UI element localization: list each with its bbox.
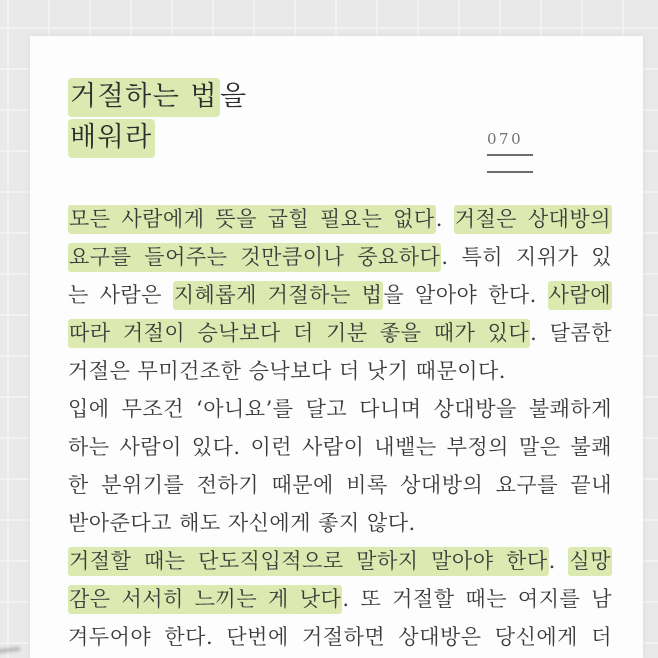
text-line (68, 276, 612, 314)
text-line (68, 76, 248, 117)
plain-text: . 달콤한 (530, 321, 612, 345)
highlighted-text: 실망 (568, 547, 612, 576)
body-text (68, 200, 612, 656)
chapter-title (68, 76, 248, 158)
page-number: 070 (487, 130, 524, 148)
text-line (68, 542, 612, 580)
text-line (68, 390, 612, 428)
plain-text: 을 알아야 한다. (383, 283, 548, 307)
text-line (68, 352, 612, 390)
plain-text: 받아준다고 해도 자신에게 좋지 않다. (68, 511, 416, 535)
plain-text: 입에 무조건 ‘아니요’를 달고 다니며 상대방을 불쾌하게 (68, 397, 612, 421)
highlighted-text: 거절할 때는 단도직입적으로 말하지 말아야 한다 (68, 547, 549, 576)
highlighted-text: 감은 서서히 느끼는 게 낫다 (68, 585, 342, 614)
page-number-block (487, 131, 533, 173)
highlighted-text: 모든 사람에게 뜻을 굽힐 필요는 없다 (68, 205, 436, 234)
highlighted-text: 배워라 (68, 119, 155, 158)
text-line (68, 504, 612, 542)
plain-text: 는 사람은 (68, 283, 173, 307)
highlighted-text: 거절하는 법 (68, 78, 220, 117)
text-line (68, 117, 248, 158)
text-line (68, 466, 612, 504)
highlighted-text: 따라 거절이 승낙보다 더 기분 좋을 때가 있다 (68, 319, 530, 348)
plain-text: . 또 거절할 때는 여지를 남 (342, 587, 612, 611)
plain-text: 하는 사람이 있다. 이런 사람이 내뱉는 부정의 말은 불쾌 (68, 435, 612, 459)
plain-text: 겨두어야 한다. 단번에 거절하면 상대방은 당신에게 더 (68, 625, 612, 649)
page-number-rule-top (487, 154, 533, 156)
plain-text: . (435, 207, 454, 231)
plain-text: . 특히 지위가 있 (441, 245, 612, 269)
text-line (68, 428, 612, 466)
plain-text: . (548, 549, 569, 573)
text-line (68, 580, 612, 618)
text-line (68, 314, 612, 352)
book-page (30, 36, 643, 658)
text-line (68, 618, 612, 656)
page-number-rule-bottom (487, 171, 533, 173)
highlighted-text: 거절은 상대방의 (454, 205, 612, 234)
plain-text: 한 분위기를 전하기 때문에 비록 상대방의 요구를 끝내 (68, 473, 612, 497)
plain-text: 거절은 무미건조한 승낙보다 더 낫기 때문이다. (68, 359, 506, 383)
photo-edge-smudge (0, 647, 20, 654)
highlighted-text: 사람에 (548, 281, 612, 310)
plain-text: 을 (220, 81, 248, 112)
highlighted-text: 요구를 들어주는 것만큼이나 중요하다 (68, 243, 441, 272)
highlighted-text: 지혜롭게 거절하는 법 (173, 281, 384, 310)
text-line (68, 200, 612, 238)
text-line (68, 238, 612, 276)
